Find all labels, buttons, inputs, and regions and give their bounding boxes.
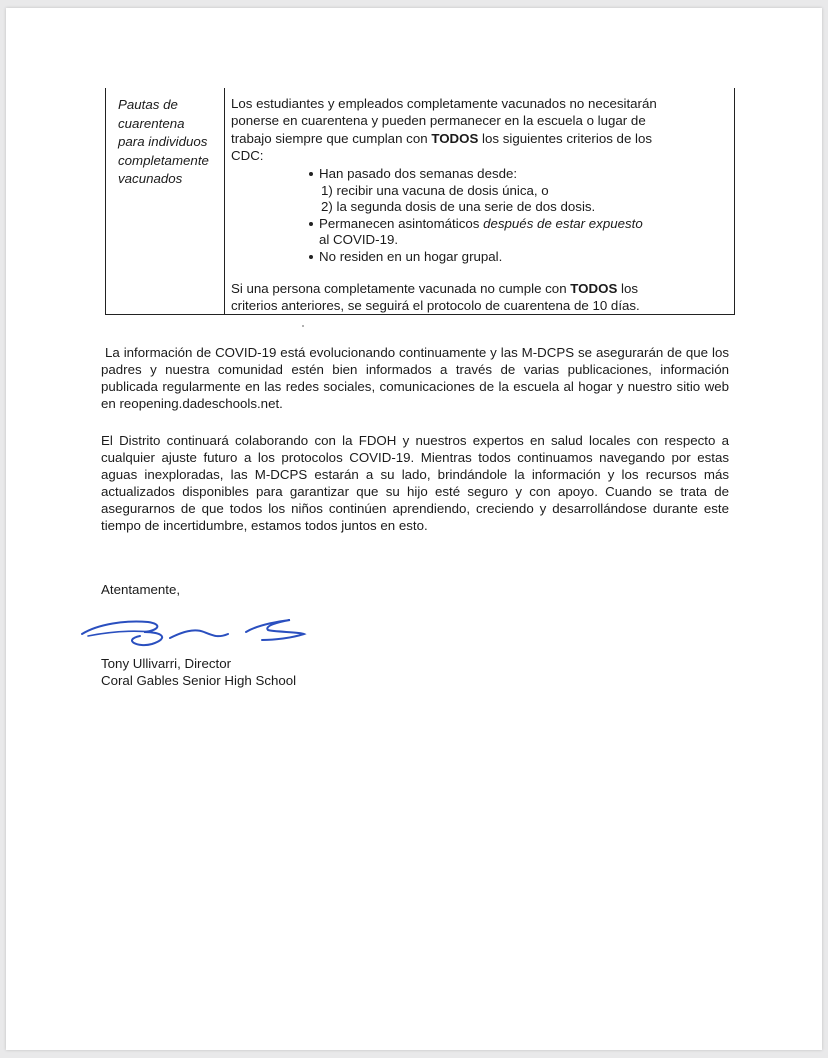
bullet-icon bbox=[309, 255, 313, 259]
signer-name: Tony Ullivarri, Director bbox=[101, 656, 232, 671]
label-line: para individuos bbox=[118, 134, 208, 149]
quarantine-guidelines-table bbox=[105, 88, 735, 315]
sub-item: 2) la segunda dosis de una serie de dos dosis. bbox=[321, 199, 596, 214]
body-paragraph-1: La información de COVID-19 está evolucionando continuamente y las M-DCPS se asegurarán de que los padres y nuestra comunidad estén bien informados a través de varias publicaciones, información publicada regularmente en las redes sociales, comunicaciones de la escuela al hogar y nuestro sitio web en reopening.dadeschools.net. bbox=[101, 345, 729, 412]
list-item: Permanecen asintomáticos después de estar expuesto al COVID-19. bbox=[309, 216, 709, 249]
intro-line: Los estudiantes y empleados completamente vacunados no necesitarán bbox=[231, 96, 657, 111]
scan-speck bbox=[302, 325, 304, 327]
label-line: cuarentena bbox=[118, 115, 185, 131]
label-line: Pautas de bbox=[118, 97, 178, 112]
todos-emphasis: TODOS bbox=[570, 281, 618, 296]
table-column-divider bbox=[224, 88, 225, 314]
criteria-list bbox=[309, 166, 709, 265]
intro-line: trabajo siempre que cumplan con TODOS los siguientes criterios de los bbox=[231, 130, 653, 146]
todos-emphasis: TODOS bbox=[431, 130, 479, 146]
signature-block bbox=[101, 655, 296, 689]
signer-school: Coral Gables Senior High School bbox=[101, 673, 297, 688]
table-row-content bbox=[231, 95, 709, 264]
document-page bbox=[6, 8, 822, 1050]
intro-line: CDC: bbox=[231, 147, 264, 163]
list-item: Han pasado dos semanas desde: 1) recibir una vacuna de dosis única, o 2) la segunda dosis de una serie de dos dosis. bbox=[309, 166, 709, 216]
handwritten-signature bbox=[78, 602, 318, 650]
closing-salutation: Atentamente, bbox=[101, 582, 181, 597]
sub-item: 1) recibir una vacuna de dosis única, o bbox=[321, 182, 549, 198]
table-row-label bbox=[118, 96, 222, 189]
bullet-icon bbox=[309, 222, 313, 226]
bullet-icon bbox=[309, 172, 313, 176]
label-line: completamente bbox=[118, 152, 209, 168]
label-line: vacunados bbox=[118, 171, 183, 186]
table-closing-note: Si una persona completamente vacunada no cumple con TODOS los criterios anteriores, se seguirá el protocolo de cuarentena de 10 días. bbox=[231, 281, 640, 314]
list-item: No residen en un hogar grupal. bbox=[309, 249, 709, 266]
body-paragraph-2: El Distrito continuará colaborando con la FDOH y nuestros expertos en salud locales con respecto a cualquier ajuste futuro a los protocolos COVID-19. Mientras todos continuamos navegando por estas aguas inexploradas, las M-DCPS estarán a su lado, brindándole la información y los recursos más actualizados disponibles para garantizar que su hijo esté seguro y con apoyo. Cuando se trata de asegurarnos de que todos los niños continúen aprendiendo, creciendo y desarrollándose durante este tiempo de incertidumbre, estamos todos juntos en esto. bbox=[101, 433, 729, 534]
intro-line: ponerse en cuarentena y pueden permanecer en la escuela o lugar de bbox=[231, 113, 646, 129]
